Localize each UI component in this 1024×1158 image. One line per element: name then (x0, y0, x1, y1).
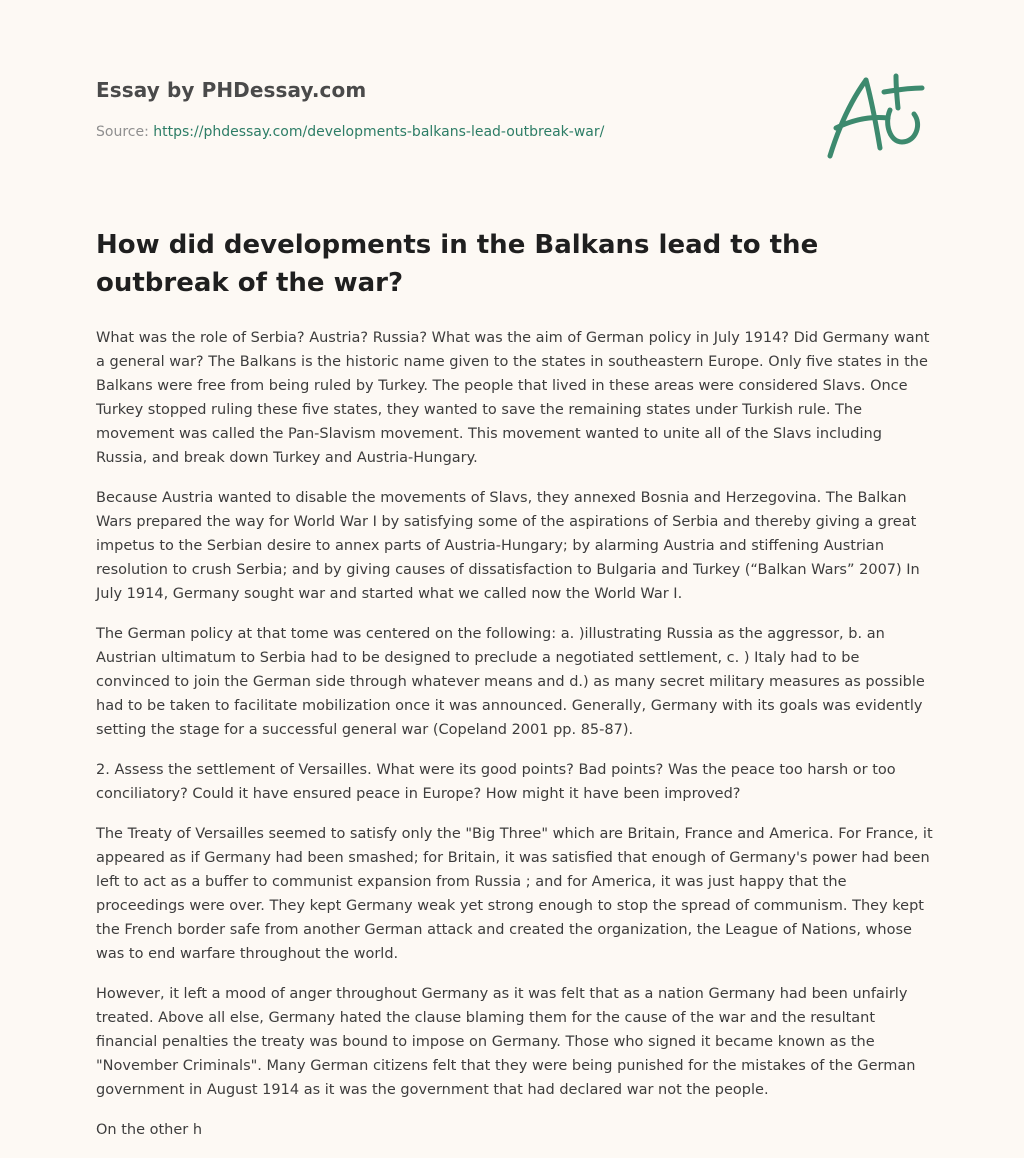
site-brand: Essay by PHDessay.com (96, 78, 367, 102)
essay-paragraph-truncated: On the other h (96, 1122, 203, 1138)
essay-paragraph: However, it left a mood of anger throughout Germany as it was felt that as a nation Germany had been unfairly treated. Above all else, Germany hated the clause blaming them for the cause of the war and the resultant financial penalties the treaty was bound to impose on Germany. Those who signed it became known as the "November Criminals". Many German citizens felt that they were being punished for the mistakes of the German government in August 1914 as it was the government that had declared war not the people. (96, 986, 916, 1098)
essay-title: How did developments in the Balkans lead to the outbreak of the war? (96, 230, 819, 298)
source-link[interactable]: https://phdessay.com/developments-balkans-lead-outbreak-war/ (153, 124, 605, 140)
essay-body (96, 326, 936, 1158)
source-label: Source: (96, 124, 149, 140)
essay-paragraph: The German policy at that tome was centered on the following: a. )illustrating Russia as the aggressor, b. an Austrian ultimatum to Serbia had to be designed to preclude a negotiated settlement, c. ) Italy had to be convinced to join the German side through whatever means and d.) as many secret military measures as possible had to be taken to facilitate mobilization once it was announced. Generally, Germany with its goals was evidently setting the stage for a successful general war (Copeland 2001 pp. 85-87). (96, 626, 925, 738)
essay-paragraph: The Treaty of Versailles seemed to satisfy only the "Big Three" which are Britain, France and America. For France, it appeared as if Germany had been smashed; for Britain, it was satisfied that enough of Germany's power had been left to act as a buffer to communist expansion from Russia ; and for America, it was just happy that the proceedings were over. They kept Germany weak yet strong enough to stop the spread of communism. They kept the French border safe from another German attack and created the organization, the League of Nations, whose was to end warfare throughout the world. (96, 826, 933, 962)
essay-paragraph: Because Austria wanted to disable the movements of Slavs, they annexed Bosnia and Herzegovina. The Balkan Wars prepared the way for World War I by satisfying some of the aspirations of Serbia and thereby giving a great impetus to the Serbian desire to annex parts of Austria-Hungary; by alarming Austria and stiffening Austrian resolution to crush Serbia; and by giving causes of dissatisfaction to Bulgaria and Turkey (“Balkan Wars” 2007) In July 1914, Germany sought war and started what we called now the World War I. (96, 490, 920, 602)
a-plus-logo-icon (822, 68, 928, 164)
essay-paragraph: What was the role of Serbia? Austria? Russia? What was the aim of German policy in July 1914? Did Germany want a general war? The Balkans is the historic name given to the states in southeastern Europe. Only five states in the Balkans were free from being ruled by Turkey. The people that lived in these areas were considered Slavs. Once Turkey stopped ruling these five states, they wanted to save the remaining states under Turkish rule. The movement was called the Pan-Slavism movement. This movement wanted to unite all of the Slavs including Russia, and break down Turkey and Austria-Hungary. (96, 330, 930, 466)
source-line (96, 124, 604, 140)
essay-paragraph: 2. Assess the settlement of Versailles. What were its good points? Bad points? Was the peace too harsh or too conciliatory? Could it have ensured peace in Europe? How might it have been improved? (96, 762, 896, 802)
